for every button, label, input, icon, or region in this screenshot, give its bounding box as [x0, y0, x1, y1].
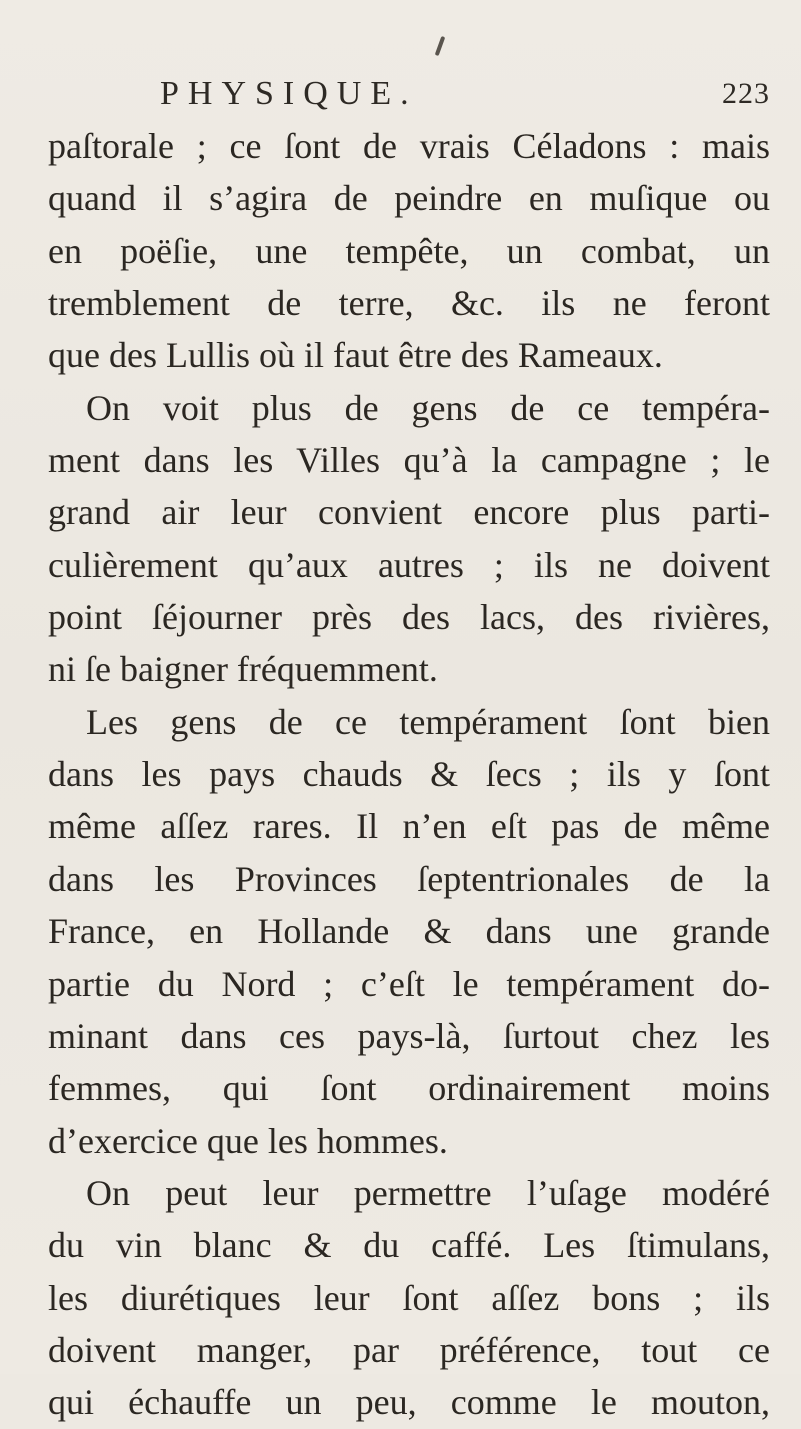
text-line: culièrement qu’aux autres ; ils ne doivent — [48, 544, 770, 585]
paragraph-start-line: Les gens de ce tempérament ſont bien — [86, 701, 770, 742]
text-line: les diurétiques leur ſont aſſez bons ; ils — [48, 1277, 770, 1318]
text-line: en poëſie, une tempête, un combat, un — [48, 230, 770, 271]
page-header — [160, 72, 770, 116]
text-line: même aſſez rares. Il n’en eſt pas de même — [48, 806, 770, 847]
text-line: tremblement de terre, &c. ils ne feront — [48, 283, 770, 324]
paragraph-start-line: On voit plus de gens de ce tempéra- — [86, 387, 770, 428]
text-line: du vin blanc & du caffé. Les ſtimulans, — [48, 1225, 770, 1266]
running-head: PHYSIQUE. — [160, 75, 418, 112]
text-line: dans les pays chauds & ſecs ; ils y ſont — [48, 754, 770, 795]
text-line: partie du Nord ; c’eſt le tempérament do- — [48, 963, 770, 1004]
paragraph-start-line: On peut leur permettre l’uſage modéré — [86, 1172, 770, 1213]
text-line: paſtorale ; ce ſont de vrais Céladons : mais — [48, 126, 770, 166]
text-line: que des Lullis où il faut être des Rameaux. — [48, 335, 663, 376]
text-line: grand air leur convient encore plus parti- — [48, 492, 770, 533]
paragraph-end-line: d’exercice que les hommes. — [48, 1120, 448, 1161]
text-line: France, en Hollande & dans une grande — [48, 911, 770, 952]
text-line: quand il s’agira de peindre en muſique ou — [48, 178, 770, 219]
text-line: doivent manger, par préférence, tout ce — [48, 1329, 770, 1370]
text-line: ment dans les Villes qu’à la campagne ; le — [48, 440, 770, 481]
paragraph-end-line: ni ſe baigner fréquemment. — [48, 649, 438, 690]
text-line: femmes, qui ſont ordinairement moins — [48, 1068, 770, 1109]
ink-mark — [435, 36, 446, 56]
text-line: point ſéjourner près des lacs, des rivières, — [48, 597, 770, 638]
text-line: dans les Provinces ſeptentrionales de la — [48, 858, 770, 899]
text-line: qui échauffe un peu, comme le mouton, — [48, 1382, 770, 1423]
text-line: minant dans ces pays-là, ſurtout chez les — [48, 1015, 770, 1056]
body-text — [48, 120, 770, 1429]
page-number: 223 — [722, 77, 770, 110]
